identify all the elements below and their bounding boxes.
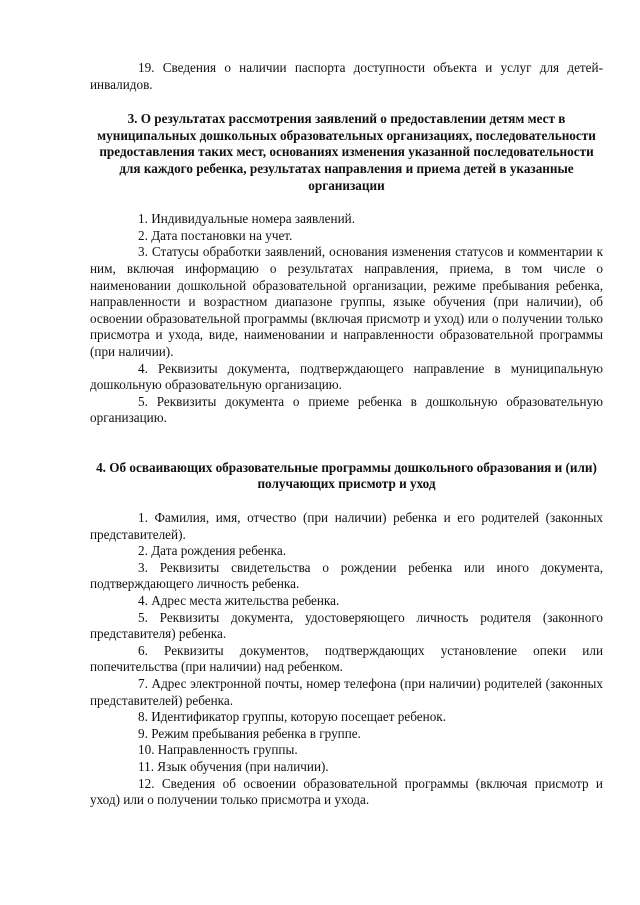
spacer: [90, 427, 603, 460]
section-4-item-4: 4. Адрес места жительства ребенка.: [138, 593, 340, 609]
section-4-item-10: 10. Направленность группы.: [138, 742, 298, 758]
section-4-heading: 4. Об осваивающих образовательные программы дошкольного образования и (или) получающих присмотр и уход: [96, 459, 597, 492]
section-4-item-11: 11. Язык обучения (при наличии).: [138, 758, 329, 774]
section-3-item-4: 4. Реквизиты документа, подтверждающего направление в муниципальную дошкольную образовательную организацию.: [90, 360, 603, 393]
spacer: [90, 493, 603, 510]
section-3-item-5: 5. Реквизиты документа о приеме ребенка в дошкольную образовательную организацию.: [90, 393, 603, 426]
section-4-item-6: 6. Реквизиты документов, подтверждающих установление опеки или попечительства (при наличии) над ребенком.: [90, 642, 603, 675]
section-4-item-12: 12. Сведения об освоении образовательной программы (включая присмотр и уход) или о получении только присмотра и ухода.: [90, 775, 603, 808]
section-4-item-5: 5. Реквизиты документа, удостоверяющего личность родителя (законного представителя) ребенка.: [90, 609, 603, 642]
section-3-item-1: 1. Индивидуальные номера заявлений.: [138, 211, 356, 227]
section-4-item-9: 9. Режим пребывания ребенка в группе.: [138, 725, 361, 741]
section-4-item-8: 8. Идентификатор группы, которую посещает ребенок.: [138, 709, 446, 725]
section-4-item-2: 2. Дата рождения ребенка.: [138, 543, 287, 559]
section-3-item-3: 3. Статусы обработки заявлений, основания изменения статусов и комментарии к ним, включая информацию о результатах направления, приема, в том числе о наименовании дошкольной образовательной организации, режиме пребывания ребенка, направленности и возрастном диапазоне группы, языке обучения (при наличии), об освоении образовательной программы (включая присмотр и уход) или о получении только присмотра и ухода, виде, наименовании и направленности образовательной программы (при наличии).: [90, 244, 603, 359]
spacer: [90, 194, 603, 211]
section-4-item-1: 1. Фамилия, имя, отчество (при наличии) ребенка и его родителей (законных представителей).: [90, 510, 603, 542]
section-4-item-7: 7. Адрес электронной почты, номер телефона (при наличии) родителей (законных представителей) ребенка.: [90, 676, 603, 708]
document-page: [90, 60, 603, 809]
section-4-item-3: 3. Реквизиты свидетельства о рождении ребенка или иного документа, подтверждающего личность ребенка.: [90, 559, 603, 592]
section-3-item-2: 2. Дата постановки на учет.: [138, 227, 293, 243]
section-3-heading: 3. О результатах рассмотрения заявлений о предоставлении детям мест в муниципальных дошкольных образовательных организациях, последовательности предоставления таких мест, основаниях изменения указанной последовательности для каждого ребенка, результатах направления и приема детей в указанные организации: [97, 111, 596, 193]
intro-item-19: 19. Сведения о наличии паспорта доступности объекта и услуг для детей-инвалидов.: [90, 60, 603, 92]
spacer: [90, 93, 603, 111]
